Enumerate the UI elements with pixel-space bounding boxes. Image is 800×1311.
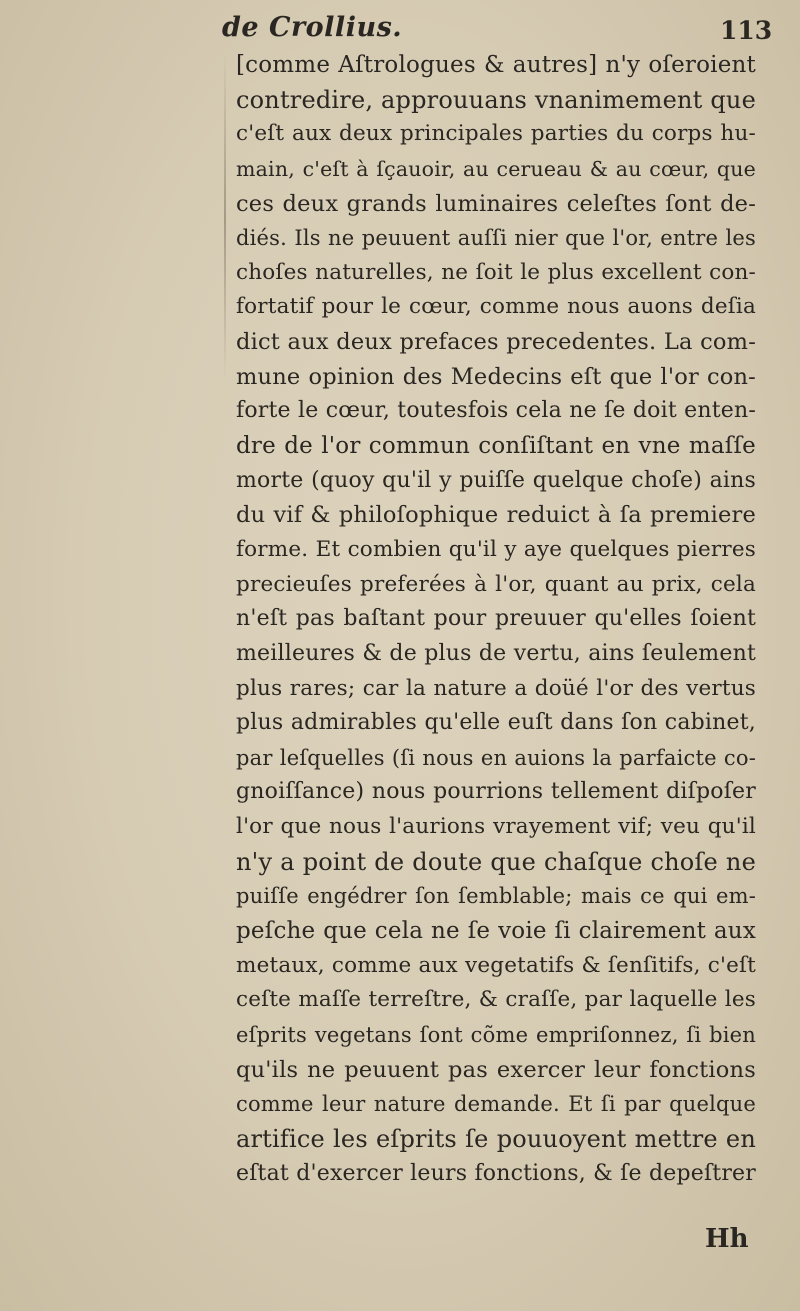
text-line: dre de l'or commun conſiſtant en vne maſſe bbox=[236, 433, 756, 460]
text-line: puiſſe engédrer ſon ſemblable; mais ce qui em- bbox=[236, 884, 756, 909]
margin-rule bbox=[224, 52, 226, 382]
text-line: ceſte maſſe terreſtre, & craſſe, par laquelle les bbox=[236, 987, 756, 1013]
body-text bbox=[236, 48, 756, 1191]
text-line: du vif & philoſophique reduict à ſa premiere bbox=[236, 502, 756, 529]
text-line: contredire, approuuans vnanimement que bbox=[236, 85, 756, 114]
text-line: comme leur nature demande. Et ſi par quelque bbox=[236, 1092, 756, 1117]
text-line: l'or que nous l'aurions vrayement vif; veu qu'il bbox=[236, 814, 756, 840]
text-line: par leſquelles (ſi nous en auions la parfaicte co- bbox=[236, 745, 756, 770]
text-line: morte (quoy qu'il y puiſſe quelque choſe) ains bbox=[236, 467, 756, 493]
page-number: 113 bbox=[720, 16, 773, 45]
text-line: diés. Ils ne peuuent auſſi nier que l'or, entre les bbox=[236, 226, 756, 251]
text-line: metaux, comme aux vegetatifs & ſenſitifs, c'eſt bbox=[236, 952, 756, 978]
text-line: peſche que cela ne ſe voie ſi clairement aux bbox=[236, 918, 756, 945]
text-line: plus admirables qu'elle euſt dans ſon cabinet, bbox=[236, 710, 756, 736]
text-line: qu'ils ne peuuent pas exercer leur fonctions bbox=[236, 1056, 756, 1083]
text-line: gnoiſſance) nous pourrions tellement diſpoſer bbox=[236, 779, 756, 805]
text-line: eſtat d'exercer leurs fonctions, & ſe depeſtrer bbox=[236, 1160, 756, 1186]
text-line: forte le cœur, toutesfois cela ne ſe doit enten- bbox=[236, 398, 756, 424]
text-line: [comme Aſtrologues & autres] n'y oſeroient bbox=[236, 52, 756, 78]
signature-mark: Hh bbox=[705, 1224, 749, 1254]
text-line: precieuſes preferées à l'or, quant au prix, cela bbox=[236, 571, 756, 597]
text-line: plus rares; car la nature a doüé l'or des vertus bbox=[236, 675, 756, 701]
text-line: forme. Et combien qu'il y aye quelques pierres bbox=[236, 536, 756, 562]
text-line: ces deux grands luminaires celeſtes ſont de- bbox=[236, 190, 756, 217]
text-line: fortatif pour le cœur, comme nous auons deſia bbox=[236, 294, 756, 320]
running-title: de Crollius. bbox=[222, 12, 403, 43]
text-line: n'y a point de doute que chaſque choſe ne bbox=[236, 847, 756, 876]
text-line: n'eſt pas baſtant pour preuuer qu'elles ſoient bbox=[236, 606, 756, 632]
text-line: mune opinion des Medecins eſt que l'or con- bbox=[236, 363, 756, 390]
text-line: c'eſt aux deux principales parties du corps hu- bbox=[236, 121, 756, 147]
text-line: main, c'eſt à ſçauoir, au cerueau & au cœur, que bbox=[236, 156, 756, 181]
text-line: artifice les eſprits ſe pouuoyent mettre en bbox=[236, 1124, 756, 1153]
text-line: dict aux deux prefaces precedentes. La com- bbox=[236, 329, 756, 356]
running-head bbox=[0, 8, 800, 48]
text-line: meilleures & de plus de vertu, ains ſeulement bbox=[236, 640, 756, 666]
text-line: choſes naturelles, ne ſoit le plus excellent con- bbox=[236, 259, 756, 285]
text-line: eſprits vegetans ſont cõme empriſonnez, ſi bien bbox=[236, 1022, 756, 1047]
